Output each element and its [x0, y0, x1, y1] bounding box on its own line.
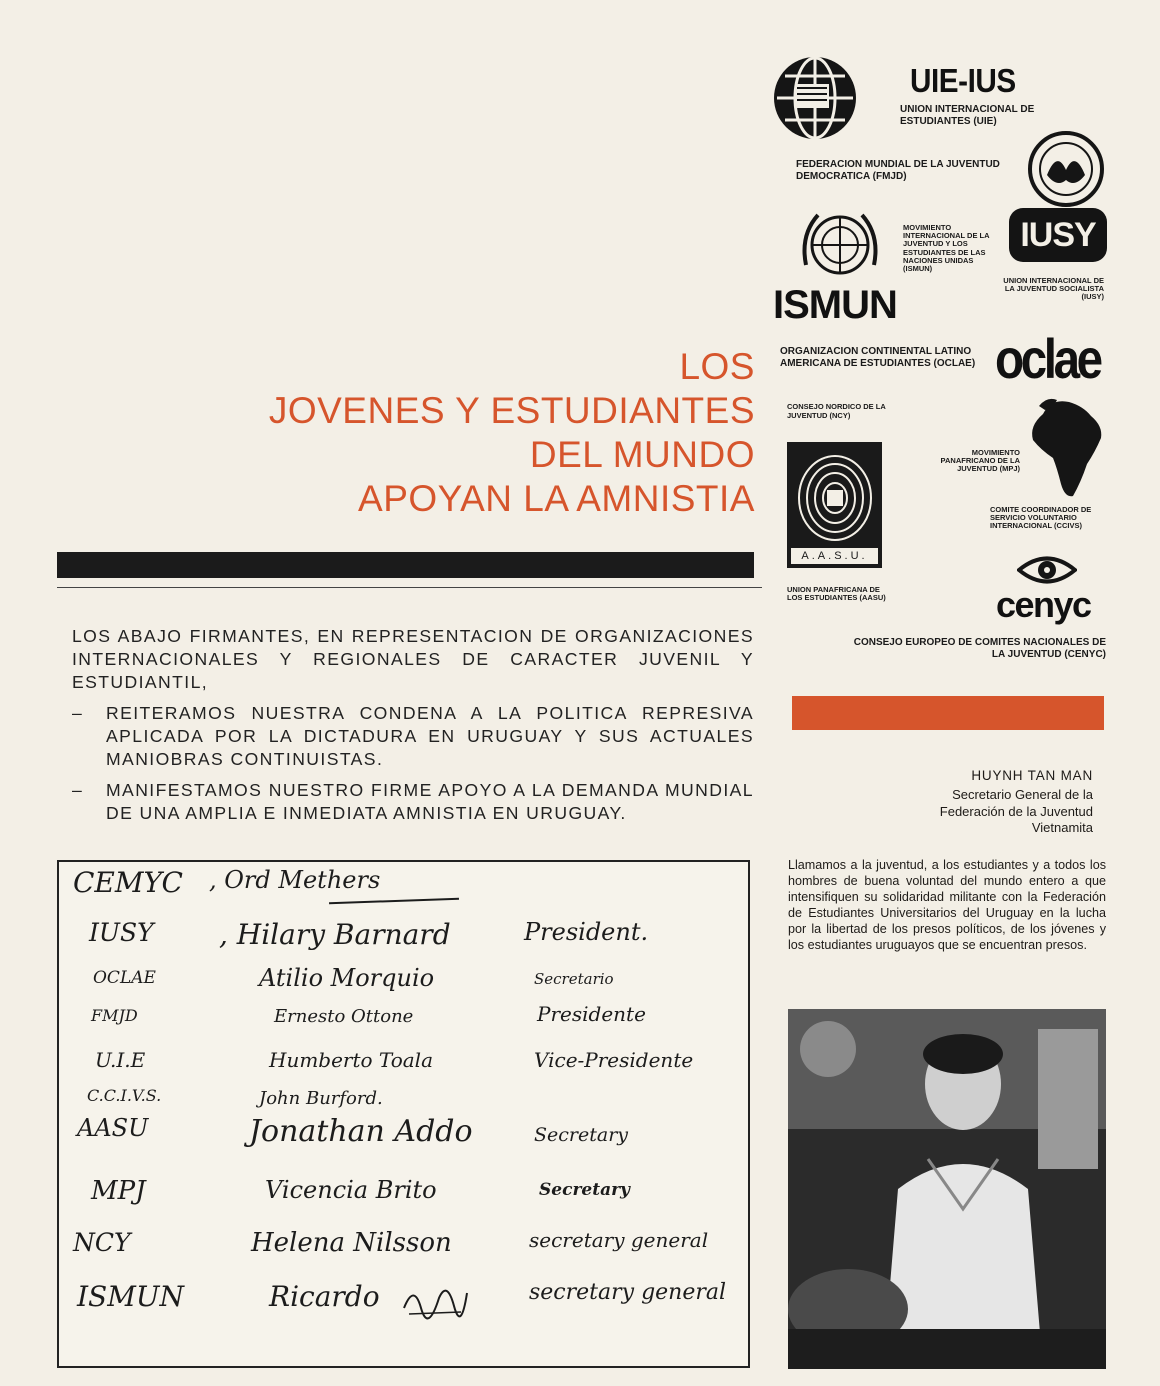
oclae-fullname: ORGANIZACION CONTINENTAL LATINO AMERICANA DE ESTUDIANTES (OCLAE): [780, 346, 976, 369]
signature-org: U.I.E: [95, 1048, 146, 1072]
signature-org: FMJD: [91, 1006, 138, 1025]
cenyc-fullname: CONSEJO EUROPEO DE COMITES NACIONALES DE LA JUVENTUD (CENYC): [853, 637, 1106, 660]
signature-name: Atilio Morquio: [259, 964, 435, 992]
signature-title: Vice-Presidente: [534, 1048, 694, 1072]
signature-row: [59, 1176, 748, 1224]
mpj-africa-map-icon: [1025, 392, 1107, 502]
signature-row: [59, 1002, 748, 1050]
signature-title: secretary general: [529, 1228, 709, 1252]
ismun-acronym: ISMUN: [773, 283, 897, 327]
signature-org: NCY: [73, 1228, 131, 1257]
signature-org: CEMYC: [73, 866, 183, 899]
mpj-fullname: MOVIMIENTO PANAFRICANO DE LA JUVENTUD (MPJ): [940, 448, 1020, 474]
signature-org: AASU: [77, 1114, 149, 1142]
signature-title: secretary general: [529, 1280, 727, 1305]
signature-org: C.C.I.V.S.: [87, 1086, 162, 1105]
signature-row: [59, 1114, 748, 1162]
declaration-intro: LOS ABAJO FIRMANTES, EN REPRESENTACION DE ORGANIZACIONES INTERNACIONALES Y REGIONALES DE CARACTER JUVENIL Y ESTUDIANTIL,: [72, 626, 754, 692]
bullet-dash: –: [72, 703, 84, 723]
oclae-logo: oclae: [995, 327, 1100, 390]
portrait-photo: [788, 1009, 1106, 1369]
aasu-logo: [787, 442, 882, 568]
signature-org: IUSY: [89, 918, 154, 947]
signature-name: Ernesto Ottone: [274, 1006, 414, 1027]
signature-row: [59, 1280, 748, 1328]
fmjd-emblem-icon: [1027, 130, 1105, 208]
signature-title: Secretario: [534, 970, 614, 988]
signature-name: , Ord Methers: [209, 866, 381, 894]
signature-title: Secretary: [539, 1180, 630, 1200]
signature-title: Secretary: [534, 1124, 629, 1146]
signature-scribble-icon: [399, 1278, 469, 1322]
person-name: HUYNH TAN MAN: [971, 768, 1093, 783]
signature-name: Humberto Toala: [269, 1048, 433, 1072]
ismun-un-emblem-icon: [796, 205, 884, 285]
black-divider-bar: [57, 552, 754, 578]
signature-name: , Hilary Barnard: [219, 918, 451, 951]
title-line: APOYAN LA AMNISTIA: [358, 478, 755, 519]
signature-name: Ricardo: [269, 1280, 380, 1313]
aasu-fullname: UNION PANAFRICANA DE LOS ESTUDIANTES (AASU): [787, 585, 886, 603]
cenyc-logo: cenyc: [996, 584, 1091, 625]
uie-globe-icon: [771, 54, 859, 142]
orange-divider-bar: [792, 696, 1104, 730]
signature-name: Helena Nilsson: [251, 1228, 452, 1258]
cenyc-eye-icon: [1017, 553, 1077, 587]
person-quote: Llamamos a la juventud, a los estudiantes y a todos los hombres de buena voluntad del mundo entero a que intensifiquen su solidaridad militante con la Federación de Estudiantes Universitarios del Uruguay en la lucha por la libertad de los presos políticos, de los jóvenes y los estudiantes uruguayos que se encuentran presos.: [788, 858, 1106, 952]
signature-title: Presidente: [537, 1002, 646, 1026]
signature-name: John Burford.: [259, 1088, 383, 1109]
role-line: Secretario General de la: [952, 787, 1093, 802]
ncy-fullname: CONSEJO NORDICO DE LA JUVENTUD (NCY): [787, 402, 886, 420]
iusy-logo: IUSY: [1009, 208, 1107, 262]
uie-fullname: UNION INTERNACIONAL DE ESTUDIANTES (UIE): [900, 104, 1035, 127]
uie-acronym: UIE-IUS: [910, 62, 1016, 99]
signature-name: Jonathan Addo: [249, 1114, 473, 1149]
fmjd-fullname: FEDERACION MUNDIAL DE LA JUVENTUD DEMOCRATICA (FMJD): [796, 159, 1000, 182]
title-line: DEL MUNDO: [529, 434, 755, 475]
aasu-fingerprint-icon: [795, 452, 875, 544]
bullet-text: MANIFESTAMOS NUESTRO FIRME APOYO A LA DEMANDA MUNDIAL DE UNA AMPLIA E INMEDIATA AMNISTIA EN URUGUAY.: [106, 780, 754, 823]
thin-divider: [57, 587, 762, 588]
signature-row: [59, 866, 748, 914]
ismun-fullname: MOVIMIENTO INTERNACIONAL DE LA JUVENTUD Y LOS ESTUDIANTES DE LAS NACIONES UNIDAS (ISMUN): [903, 223, 990, 274]
page-title: [180, 345, 755, 521]
aasu-label: A.A.S.U.: [791, 548, 878, 564]
title-line: LOS: [679, 346, 755, 387]
signature-org: OCLAE: [93, 968, 156, 988]
role-line: Federación de la Juventud: [939, 803, 1093, 819]
signature-org: ISMUN: [77, 1280, 185, 1313]
person-role: [880, 787, 1093, 837]
signature-underline: [329, 898, 459, 905]
signature-title: President.: [524, 918, 649, 946]
portrait-photo-icon: [788, 1009, 1106, 1369]
ccivs-fullname: COMITE COORDINADOR DE SERVICIO VOLUNTARIO INTERNACIONAL (CCIVS): [990, 505, 1092, 531]
signature-row: [59, 1228, 748, 1276]
bullet-text: REITERAMOS NUESTRA CONDENA A LA POLITICA REPRESIVA APLICADA POR LA DICTADURA EN URUGUAY Y SUS ACTUALES MANIOBRAS CONTINUISTAS.: [106, 703, 754, 769]
signature-org: MPJ: [91, 1176, 146, 1206]
declaration-bullet: [72, 702, 754, 771]
role-line: Vietnamita: [1031, 820, 1093, 835]
title-line: JOVENES Y ESTUDIANTES: [268, 390, 755, 431]
iusy-fullname: UNION INTERNACIONAL DE LA JUVENTUD SOCIALISTA (IUSY): [1003, 276, 1104, 302]
signature-name: Vicencia Brito: [265, 1176, 437, 1204]
signature-box: [57, 860, 750, 1368]
bullet-dash: –: [72, 780, 84, 800]
declaration-bullet: [72, 779, 754, 825]
signature-row: [59, 918, 748, 966]
